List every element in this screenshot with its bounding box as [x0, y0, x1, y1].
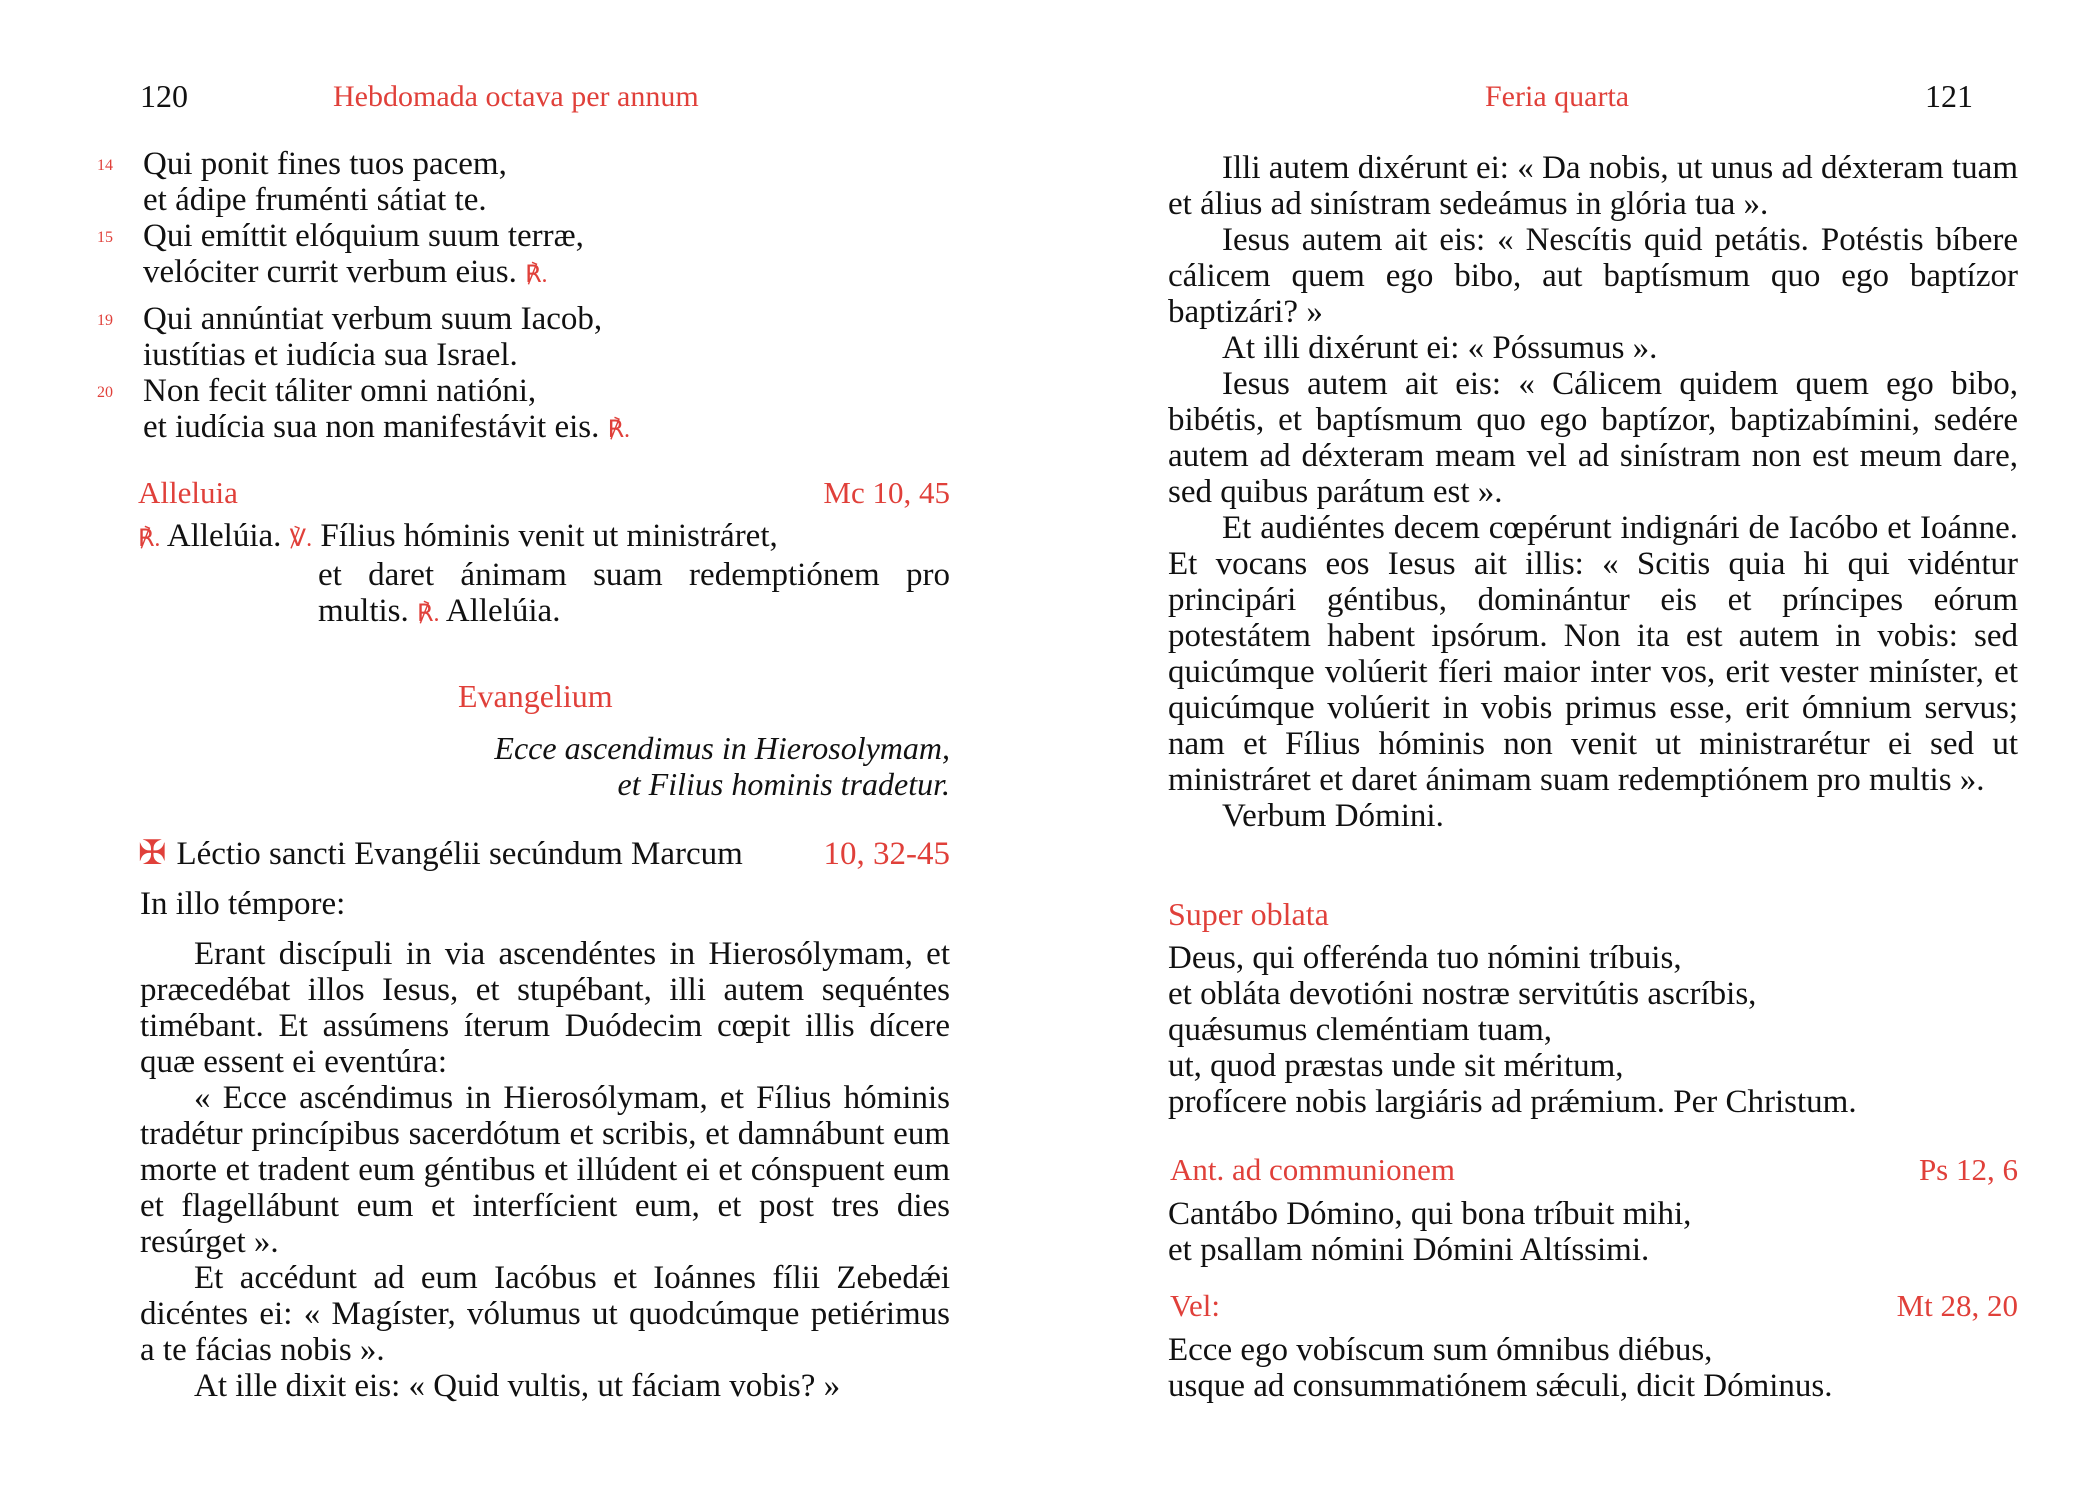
alleluia-word: Allelúia. — [166, 518, 282, 554]
communion-reference: Ps 12, 6 — [1918, 1152, 2018, 1187]
response-symbol: ℟. — [525, 262, 548, 288]
verse — [97, 373, 843, 448]
verse-number: 14 — [97, 157, 113, 174]
vel-heading: Vel: — [1170, 1288, 1220, 1323]
verse-line: Non fecit táliter omni natióni, — [143, 373, 537, 409]
gospel-paragraph: Iesus autem ait eis: « Nescítis quid petátis. Potéstis bíbere cálicem quem ego bibo, aut baptísmum quo ego baptízor baptizári? » — [1168, 222, 2018, 330]
running-head: Feria quarta — [1485, 80, 1630, 113]
prayer-line: Deus, qui offerénda tuo nómini tríbuis, — [1168, 940, 1682, 976]
verse-number: 19 — [97, 312, 113, 329]
gospel-paragraph: At ille dixit eis: « Quid vultis, ut fáciam vobis? » — [194, 1368, 841, 1404]
vel-reference: Mt 28, 20 — [1896, 1288, 2018, 1323]
antiphon-line: Cantábo Dómino, qui bona tríbuit mihi, — [1168, 1196, 1692, 1232]
right-page — [1039, 0, 2078, 1500]
lectio-line — [138, 836, 950, 872]
psalm-verses — [97, 146, 843, 448]
alleluia-continuation — [138, 557, 950, 632]
gospel-paragraph: « Ecce ascéndimus in Hierosólymam, et Fílius hóminis tradétur princípibus sacerdótum et scribis, et damnábunt eum morte et tradent eum géntibus et illúdent ei et cónspuent eum et flagellábunt eum et interfícient eum, et post tres dies resúrget ». — [140, 1080, 950, 1260]
verse — [97, 301, 843, 373]
response-symbol: ℟. — [138, 526, 161, 552]
verbum-domini: Verbum Dómini. — [1222, 798, 1444, 834]
prayer-line: ut, quod præstas unde sit méritum, — [1168, 1048, 1624, 1084]
vel-text — [1168, 1332, 2018, 1404]
prayer-line: et obláta devotióni nostræ servitútis ascríbis, — [1168, 976, 1757, 1012]
communion-heading: Ant. ad communionem — [1170, 1152, 1455, 1187]
verse-line — [143, 254, 843, 293]
super-oblata-heading: Super oblata — [1168, 896, 1329, 932]
alleluia-heading: Alleluia — [138, 475, 238, 510]
verse-line: Qui ponit fines tuos pacem, — [143, 146, 507, 182]
communion-text — [1168, 1196, 2018, 1268]
evangelium-heading: Evangelium — [458, 678, 613, 714]
gospel-text — [1168, 150, 2018, 834]
verse — [97, 146, 843, 218]
gospel-paragraph: Iesus autem ait eis: « Cálicem quidem quem ego bibo, bibétis, et baptísmum quo ego baptízor, baptizabímini, sedére autem ad déxteram meam vel ad sinístram non est meum dare, sed quibus parátum est ». — [1168, 366, 2018, 510]
gospel-paragraph: Et audiéntes decem cœpérunt indignári de Iacóbo et Ioánne. Et vocans eos Iesus ait illis: « Scitis quia hi qui vidéntur principári géntibus, dominántur eis et príncipes eórum potestátem habent ipsórum. Non ita est autem in vobis: sed quicúmque volúerit fíeri maior inter vos, erit vester miníster, et quicúmque volúerit in vobis primus esse, erit ómnium servus; nam et Fílius hóminis non venit ut ministrarétur ei sed ut ministráret et daret ánimam suam redemptiónem pro multis ». — [1168, 510, 2018, 798]
alleluia-reference: Mc 10, 45 — [823, 475, 950, 510]
lectio-reference: 10, 32-45 — [823, 836, 950, 872]
verse-line: Qui emíttit elóquium suum terræ, — [143, 218, 584, 254]
alleluia-verse — [138, 518, 950, 632]
alleluia-verse-start: Fílius hóminis venit ut ministráret, — [320, 518, 778, 554]
antiphon-line: usque ad consummatiónem sǽculi, dicit Dóminus. — [1168, 1368, 1833, 1404]
antiphon-line: Ecce ego vobíscum sum ómnibus diébus, — [1168, 1332, 1713, 1368]
verse-line — [143, 409, 843, 448]
theme-line: Ecce ascendimus in Hierosolymam, — [494, 730, 950, 766]
verse-line-text: et iudícia sua non manifestávit eis. — [143, 409, 600, 445]
cross-icon: ✠ — [138, 835, 167, 872]
theme-line: et Filius hominis tradetur. — [617, 766, 950, 802]
gospel-paragraph: Illi autem dixérunt ei: « Da nobis, ut unus ad déxteram tuam et álius ad sinístram sedeámus in glória tua ». — [1168, 150, 2018, 222]
evangelium-theme — [300, 730, 950, 802]
prayer-line: quǽsumus cleméntiam tuam, — [1168, 1012, 1553, 1048]
super-oblata-text — [1168, 940, 2018, 1120]
alleluia-verse-cont: et daret ánimam suam redemptiónem pro multis. — [318, 557, 950, 629]
gospel-intro: In illo témpore: — [140, 886, 346, 922]
running-head: Hebdomada octava per annum — [333, 80, 699, 113]
gospel-text — [140, 936, 950, 1404]
page-number: 121 — [1925, 78, 1973, 114]
gospel-paragraph: At illi dixérunt ei: « Póssumus ». — [1222, 330, 1658, 366]
gospel-paragraph: Erant discípuli in via ascendéntes in Hierosólymam, et præcedébat illos Iesus, et stupébant, illi autem sequéntes timébant. Et assúmens íterum Duódecim cœpit illis dícere quæ essent ei eventúra: — [140, 936, 950, 1080]
prayer-line: profícere nobis largiáris ad prǽmium. Per Christum. — [1168, 1084, 1857, 1120]
verse-number: 20 — [97, 384, 113, 401]
gospel-paragraph: Et accédunt ad eum Iacóbus et Ioánnes fílii Zebedǽi dicéntes ei: « Magíster, vólumus ut quodcúmque petiérimus a te fácias nobis ». — [140, 1260, 950, 1368]
verse-number: 15 — [97, 229, 113, 246]
verse-line-text: velóciter currit verbum eius. — [143, 254, 517, 290]
antiphon-line: et psallam nómini Dómini Altíssimi. — [1168, 1232, 1650, 1268]
response-symbol: ℟. — [607, 417, 631, 443]
verse-line: Qui annúntiat verbum suum Iacob, — [143, 301, 603, 337]
page-number: 120 — [140, 78, 188, 114]
verse — [97, 218, 843, 293]
alleluia-first-line — [138, 518, 950, 557]
verse-line: et ádipe fruménti sátiat te. — [143, 182, 487, 218]
response-symbol: ℟. — [417, 601, 440, 627]
versicle-symbol: ℣. — [289, 526, 313, 552]
verse-line: iustítias et iudícia sua Israel. — [143, 337, 518, 373]
alleluia-end-word: Allelúia. — [445, 593, 561, 629]
lectio-title: Léctio sancti Evangélii secúndum Marcum — [176, 836, 743, 872]
